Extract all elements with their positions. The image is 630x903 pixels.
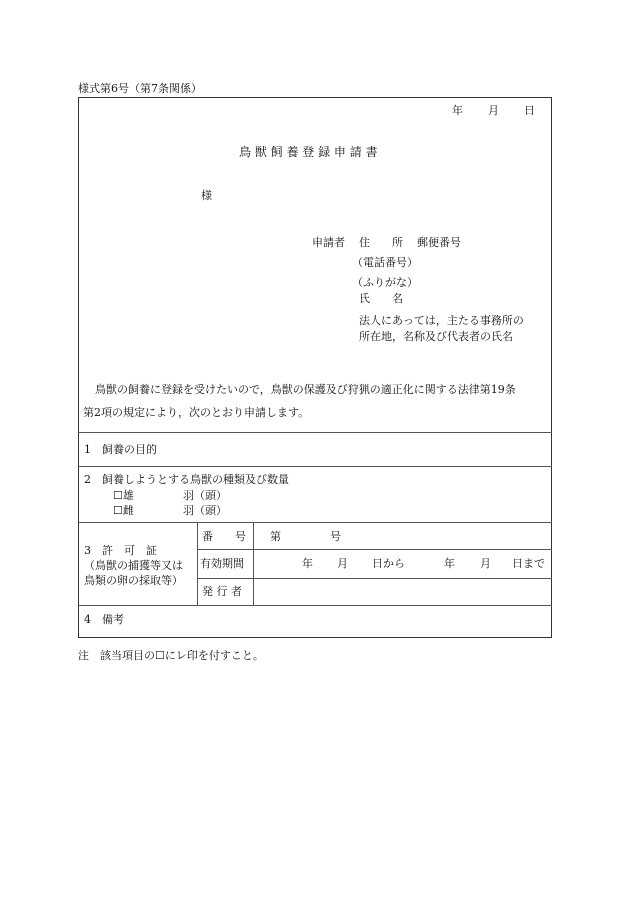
male-unit: 羽（頭） bbox=[183, 489, 227, 502]
address-label: 住 所 bbox=[359, 236, 403, 249]
addressee-suffix: 様 bbox=[201, 189, 212, 202]
form-title: 鳥 獣 飼 養 登 録 申 請 書 bbox=[239, 145, 378, 159]
validity-period-label: 有効期間 bbox=[200, 557, 244, 570]
permit-grid-vertical-2 bbox=[253, 522, 254, 605]
validity-to-month: 月 bbox=[480, 557, 491, 570]
application-statement-line-2: 第2項の規定により，次のとおり申請します。 bbox=[83, 406, 310, 419]
permit-grid-row-1 bbox=[197, 549, 552, 550]
corporate-note-line-1: 法人にあっては，主たる事務所の bbox=[359, 314, 524, 327]
applicant-label: 申請者 bbox=[312, 236, 345, 249]
date-month: 月 bbox=[488, 104, 499, 117]
date-day: 日 bbox=[524, 104, 535, 117]
name-label: 氏 名 bbox=[359, 292, 403, 305]
permit-number-suffix: 号 bbox=[330, 530, 341, 543]
permit-label-line-3: 鳥類の卵の採取等） bbox=[84, 574, 183, 587]
divider-section-1 bbox=[78, 432, 552, 433]
divider-section-4 bbox=[78, 605, 552, 606]
validity-to-year: 年 bbox=[444, 557, 455, 570]
issuer-label: 発 行 者 bbox=[202, 585, 242, 598]
divider-section-3 bbox=[78, 522, 552, 523]
validity-from-year: 年 bbox=[302, 557, 313, 570]
permit-grid-row-2 bbox=[197, 578, 552, 579]
validity-from-day: 日から bbox=[372, 557, 405, 570]
female-unit: 羽（頭） bbox=[183, 504, 227, 517]
corporate-note-line-2: 所在地，名称及び代表者の氏名 bbox=[359, 330, 513, 343]
section-purpose: 1 飼養の目的 bbox=[84, 443, 157, 456]
validity-to-day: 日まで bbox=[512, 557, 545, 570]
permit-label-line-1: 3 許 可 証 bbox=[84, 544, 157, 557]
postal-code-label: 郵便番号 bbox=[417, 236, 461, 249]
permit-number-prefix: 第 bbox=[270, 530, 281, 543]
permit-grid-vertical-1 bbox=[197, 522, 198, 605]
phone-label: （電話番号） bbox=[352, 256, 418, 269]
section-species-heading: 2 飼養しようとする鳥獣の種類及び数量 bbox=[84, 473, 289, 486]
male-checkbox[interactable]: ☐雄 bbox=[113, 489, 134, 502]
permit-label-line-2: （鳥獣の捕獲等又は bbox=[84, 559, 183, 572]
footnote: 注 該当項目の☐にレ印を付すこと。 bbox=[78, 649, 264, 662]
application-statement-line-1: 鳥獣の飼養に登録を受けたいので，鳥獣の保護及び狩猟の適正化に関する法律第19条 bbox=[95, 383, 516, 396]
furigana-label: （ふりがな） bbox=[352, 276, 418, 289]
female-checkbox[interactable]: ☐雌 bbox=[113, 504, 134, 517]
validity-from-month: 月 bbox=[337, 557, 348, 570]
form-code: 様式第6号（第7条関係） bbox=[78, 82, 202, 95]
date-year: 年 bbox=[452, 104, 463, 117]
permit-number-label: 番 号 bbox=[202, 530, 246, 543]
section-remarks: 4 備考 bbox=[84, 613, 124, 626]
divider-section-2 bbox=[78, 466, 552, 467]
